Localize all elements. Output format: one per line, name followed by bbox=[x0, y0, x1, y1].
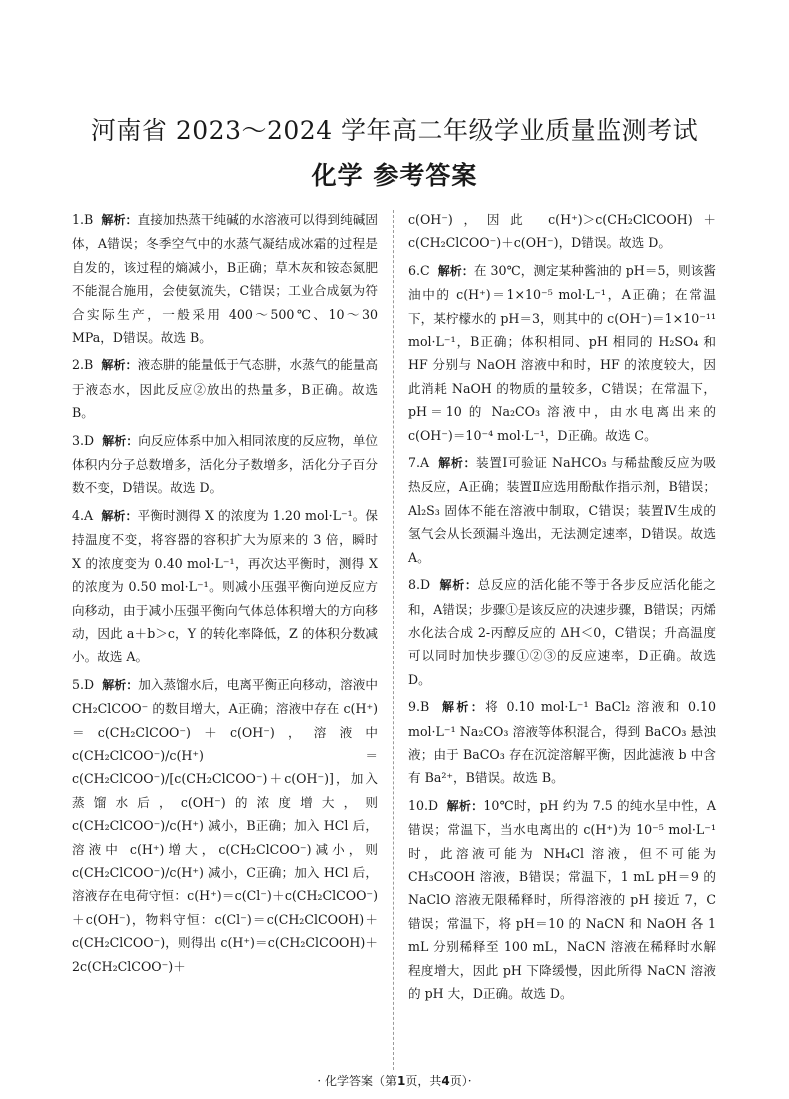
answer-item-4 bbox=[72, 504, 378, 669]
page-title: 河南省 2023～2024 学年高二年级学业质量监测考试 bbox=[90, 116, 699, 145]
analysis-tag: 解析： bbox=[102, 677, 139, 692]
analysis-tag: 解析： bbox=[446, 798, 484, 813]
column-divider bbox=[393, 210, 394, 1070]
answer-column-left bbox=[72, 208, 378, 982]
answer-text: 10℃时，pH 约为 7.5 的纯水呈中性，A错误；常温下，当水电离出的 c(H⁺)为 10⁻⁵ mol·L⁻¹ 时，此溶液可能为 NH₄Cl 溶液，但不可能为 CH₃COOH 溶液，B错误；常温下，1 mL pH＝9 的 NaClO 溶液无限稀释时，所得溶液的 pH 接近 7，C错误；常温下，将 pH＝10 的 NaCN 和 NaOH 各 1 mL 分别稀释至 100 mL，NaCN 溶液在稀释时水解程度增大，因此 pH 下降缓慢，因此所得 NaCN 溶液的 pH 大，D正确。故选 D。 bbox=[408, 797, 716, 1001]
answer-item-9 bbox=[408, 695, 716, 790]
answer-number: 5.D bbox=[72, 676, 95, 692]
answer-text: c(OH⁻)，因此 c(H⁺)＞c(CH₂ClCOOH)＋c(CH₂ClCOO⁻)＋c(OH⁻)，D错误。故选 D。 bbox=[408, 212, 716, 251]
footer-suffix: 页）· bbox=[449, 1074, 472, 1088]
footer-prefix: · 化学答案（第 bbox=[317, 1074, 398, 1088]
analysis-tag: 解析： bbox=[437, 263, 474, 278]
answer-number: 10.D bbox=[408, 797, 439, 813]
analysis-tag: 解析： bbox=[101, 213, 138, 227]
page-subtitle: 化学 参考答案 bbox=[311, 161, 478, 190]
answer-text: 向反应体系中加入相同浓度的反应物，单位体积内分子总数增多，活化分子数增多，活化分子百分数不变，D错误。故选 D。 bbox=[72, 432, 378, 496]
answer-text: 平衡时测得 X 的浓度为 1.20 mol·L⁻¹。保持温度不变，将容器的容积扩大为原来的 3 倍，瞬时 X 的浓度变为 0.40 mol·L⁻¹，再次达平衡时，测得 X 的浓度为 0.50 mol·L⁻¹。则减小压强平衡向逆反应方向移动，由于减小压强平衡向气体总体积增大的方向移动，因此 a＋b＞c，Y 的转化率降低，Z 的体积分数减小。故选 A。 bbox=[72, 507, 378, 665]
analysis-tag: 解析： bbox=[439, 578, 478, 593]
answer-item-6 bbox=[408, 259, 716, 447]
footer-page-number: 1 bbox=[397, 1074, 406, 1088]
answer-text: 装置Ⅰ可验证 NaHCO₃ 与稀盐酸反应为吸热反应，A正确；装置Ⅱ应选用酚酞作指示剂，B错误；Al₂S₃ 固体不能在溶液中制取，C错误；装置Ⅳ生成的氢气会从长颈漏斗逸出，无法测定速率，D错误。故选 A。 bbox=[408, 455, 716, 565]
footer-total-pages: 4 bbox=[441, 1074, 450, 1088]
answer-column-right bbox=[408, 208, 716, 1009]
answer-item-5 bbox=[72, 673, 378, 978]
answer-number: 1.B bbox=[72, 212, 94, 227]
analysis-tag: 解析： bbox=[442, 700, 486, 715]
answer-item-8 bbox=[408, 573, 716, 691]
answer-text: 总反应的活化能不等于各步反应活化能之和，A错误；步骤①是该反应的决速步骤，B错误；丙烯水化法合成 2-丙醇反应的 ΔH＜0，C错误；升高温度可以同时加快步骤①②③的反应速率，D正确。故选 D。 bbox=[408, 577, 717, 687]
page-footer bbox=[0, 1072, 789, 1089]
answer-text: 液态肼的能量低于气态肼，水蒸气的能量高于液态水，因此反应②放出的热量多，B正确。故选 B。 bbox=[72, 357, 378, 421]
answer-number: 9.B bbox=[408, 699, 430, 715]
answer-number: 6.C bbox=[408, 262, 430, 278]
answer-item-1 bbox=[72, 208, 378, 349]
answer-text: 直接加热蒸干纯碱的水溶液可以得到纯碱固体，A错误；冬季空气中的水蒸气凝结成冰霜的过程是自发的，该过程的熵减小，B正确；草木灰和铵态氮肥不能混合施用，会使氨流失，C错误；工业合成氨为符合实际生产，一般采用 400～500℃、10～30 MPa，D错误。故选 B。 bbox=[72, 212, 378, 346]
answer-item-5-continued bbox=[408, 208, 716, 255]
analysis-tag: 解析： bbox=[101, 508, 138, 523]
answer-text: 在 30℃，测定某种酱油的 pH＝5，则该酱油中的 c(H⁺)＝1×10⁻⁵ mol·L⁻¹，A正确；在常温下，某柠檬水的 pH＝3，则其中的 c(OH⁻)＝1×10⁻¹¹ mol·L⁻¹，B正确；体积相同、pH 相同的 H₂SO₄ 和 HF 分别与 NaOH 溶液中和时，HF 的浓度较大，因此消耗 NaOH 的物质的量较多，C错误；在常温下，pH＝10 的 Na₂CO₃ 溶液中，由水电离出来的 c(OH⁻)＝10⁻⁴ mol·L⁻¹，D正确。故选 C。 bbox=[408, 262, 716, 443]
analysis-tag: 解析： bbox=[101, 358, 138, 373]
answer-number: 2.B bbox=[72, 357, 94, 373]
answer-number: 4.A bbox=[72, 507, 94, 523]
answer-text: 将 0.10 mol·L⁻¹ BaCl₂ 溶液和 0.10 mol·L⁻¹ Na₂CO₃ 溶液等体积混合，得到 BaCO₃ 悬浊液；由于 BaCO₃ 存在沉淀溶解平衡，因此滤液 b 中含有 Ba²⁺，B错误。故选 B。 bbox=[408, 699, 716, 786]
analysis-tag: 解析： bbox=[102, 433, 139, 448]
answer-item-3 bbox=[72, 429, 378, 500]
answer-item-2 bbox=[72, 353, 378, 424]
answer-number: 8.D bbox=[408, 577, 431, 593]
answer-item-10 bbox=[408, 794, 716, 1006]
answer-number: 7.A bbox=[408, 455, 430, 471]
answer-number: 3.D bbox=[72, 432, 95, 448]
analysis-tag: 解析： bbox=[438, 456, 477, 471]
answer-item-7 bbox=[408, 451, 716, 569]
footer-mid: 页，共 bbox=[405, 1074, 442, 1088]
answer-text: 加入蒸馏水后，电离平衡正向移动，溶液中 CH₂ClCOO⁻ 的数目增大，A正确；溶液中存在 c(H⁺)＝c(CH₂ClCOO⁻)＋c(OH⁻)，溶液中 c(CH₂ClCOO⁻)/c(H⁺)＝c(CH₂ClCOO⁻)/[c(CH₂ClCOO⁻)＋c(OH⁻)]，加入蒸馏水后，c(OH⁻)的浓度增大，则 c(CH₂ClCOO⁻)/c(H⁺) 减小，B正确；加入 HCl 后，溶液中 c(H⁺)增大，c(CH₂ClCOO⁻)减小，则 c(CH₂ClCOO⁻)/c(H⁺) 减小，C正确；加入 HCl 后，溶液存在电荷守恒：c(H⁺)＝c(Cl⁻)＋c(CH₂ClCOO⁻)＋c(OH⁻)，物料守恒：c(Cl⁻)＝c(CH₂ClCOOH)＋c(CH₂ClCOO⁻)，则得出 c(H⁺)＝c(CH₂ClCOOH)＋2c(CH₂ClCOO⁻)＋ bbox=[72, 676, 378, 974]
